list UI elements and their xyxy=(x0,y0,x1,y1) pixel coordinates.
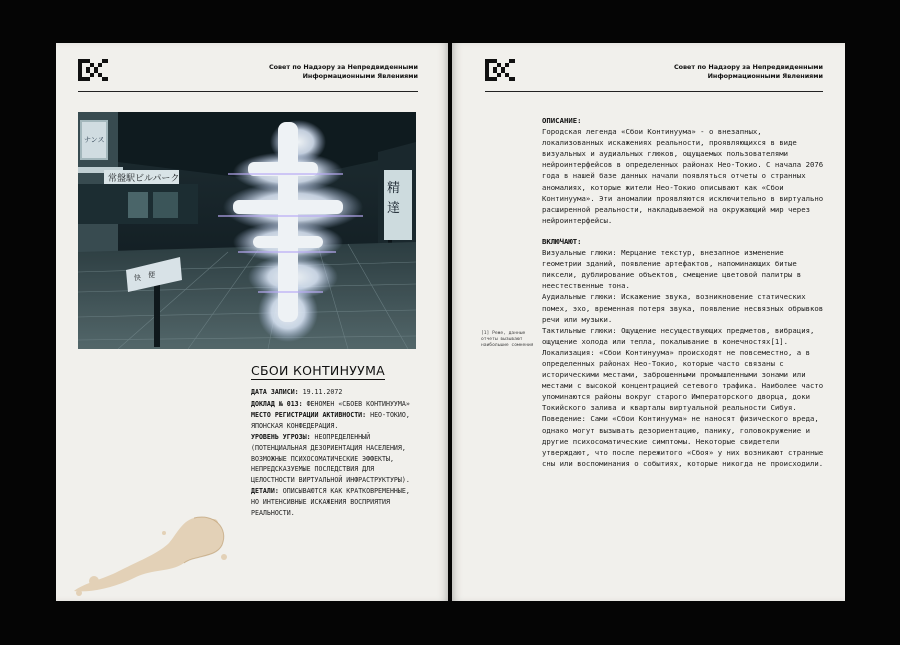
council-logo-icon xyxy=(485,59,515,81)
header-divider xyxy=(485,91,823,92)
includes-heading: ВКЛЮЧАЮТ: xyxy=(542,236,582,246)
description-text: Городская легенда «Сбои Континуума» - о внезапных, локализованных искажениях реальности, проявляющихся в виде визуальных и аудиальных глюков, ощущаемых пользователями нейроинтерфейсов в определенных районах Нео-Токио. С начала 2076 года в нашей базе данных начали появляться отчеты о странных аномалиях, которые жители Нео-Токио описывают как «Сбои Континуума». Эти аномалии проявляются исключительно в виртуально расширенной реальности, накладываемой на окружающий мир через нейроинтерфейсы. xyxy=(542,127,824,225)
photo-sign-top: 常盤駅ビルパーク xyxy=(108,174,180,184)
meta-threat-level: УРОВЕНЬ УГРОЗЫ: НЕОПРЕДЕЛЕННЫЙ (ПОТЕНЦИАЛЬНАЯ ДЕЗОРИЕНТАЦИЯ НАСЕЛЕНИЯ, ВОЗМОЖНЫЕ ПСИХОСОМАТИЧЕСКИЕ ЭФФЕКТЫ, НЕПРЕДСКАЗУЕМЫЕ ПОСЛЕДСТВИЯ ДЛЯ ЦЕЛОСТНОСТИ ВИРТУАЛЬНОЙ ИНФРАСТРУКТУРЫ). xyxy=(251,433,410,484)
includes-localization: Локализация: «Сбои Континуума» происходят не повсеместно, а в определенных районах Нео-Токио, которые часто связаны с историческими местами, заброшенными промышленными зонами или местами с высокой концентрацией сетевого трафика. Наиболее часто упоминаются районы вокруг старого Императорского дворца, доки Токийского залива и кварталы виртуальной реальности Сибуя. xyxy=(542,347,824,413)
council-logo-icon xyxy=(78,59,108,81)
coffee-stain-icon xyxy=(64,513,234,598)
report-body xyxy=(542,115,827,469)
photo-sign-bottom-2: 便 xyxy=(148,271,155,279)
record-meta xyxy=(251,387,421,519)
footnote: [1] Реже, данные отчеты вызывают наибольшие сомнения xyxy=(481,331,534,348)
meta-date: ДАТА ЗАПИСИ: 19.11.2072 xyxy=(251,388,343,396)
organization-name: Совет по Надзору за Непредвиденными Информационными Явлениями xyxy=(673,63,823,80)
photo-sign-small: ナンス xyxy=(84,136,105,144)
photo-sign-right-1: 精 xyxy=(387,181,401,196)
meta-details: ДЕТАЛИ: ОПИСЫВАЮТСЯ КАК КРАТКОВРЕМЕННЫЕ, НО ИНТЕНСИВНЫЕ ИСКАЖЕНИЯ ВОСПРИЯТИЯ РЕАЛЬНОСТИ. xyxy=(251,487,410,517)
includes-behavior: Поведение: Сами «Сбои Континуума» не наносят физического вреда, однако могут вызывать дезориентацию, панику, головокружение и другие психосоматические симптомы. Некоторые свидетели утверждают, что после пережитого «Сбоя» у них возникают странные сны или воспоминания о событиях, которые никогда не происходили. xyxy=(542,414,824,468)
right-page xyxy=(452,43,845,601)
photo-sign-bottom-1: 快 xyxy=(134,274,141,282)
meta-location: МЕСТО РЕГИСТРАЦИИ АКТИВНОСТИ: НЕО-ТОКИО, ЯПОНСКАЯ КОНФЕДЕРАЦИЯ. xyxy=(251,411,410,430)
includes-tactile: Тактильные глюки: Ощущение несуществующих предметов, вибрация, ощущение холода или тепла, покалывание в конечностях[1]. xyxy=(542,325,815,346)
header-divider xyxy=(78,91,418,92)
glitch-street-photo xyxy=(78,112,416,349)
includes-audio: Аудиальные глюки: Искажение звука, возникновение статических помех, эхо, временная потеря звука, появление несвязных обрывков речи или музыки. xyxy=(542,292,824,324)
left-page xyxy=(56,43,448,601)
page-title: СБОИ КОНТИНУУМА xyxy=(251,363,386,378)
organization-name: Совет по Надзору за Непредвиденными Информационными Явлениями xyxy=(268,63,418,80)
includes-visual: Визуальные глюки: Мерцание текстур, внезапное изменение геометрии зданий, появление артефактов, напоминающих битые пиксели, дублирование объектов, смещение цветовой палитры в неестественные тона. xyxy=(542,248,802,291)
photo-sign-right-2: 達 xyxy=(387,201,401,216)
meta-report: ДОКЛАД № 013: ФЕНОМЕН «СБОЕВ КОНТИНУУМА» xyxy=(251,399,410,408)
description-heading: ОПИСАНИЕ: xyxy=(542,116,582,125)
